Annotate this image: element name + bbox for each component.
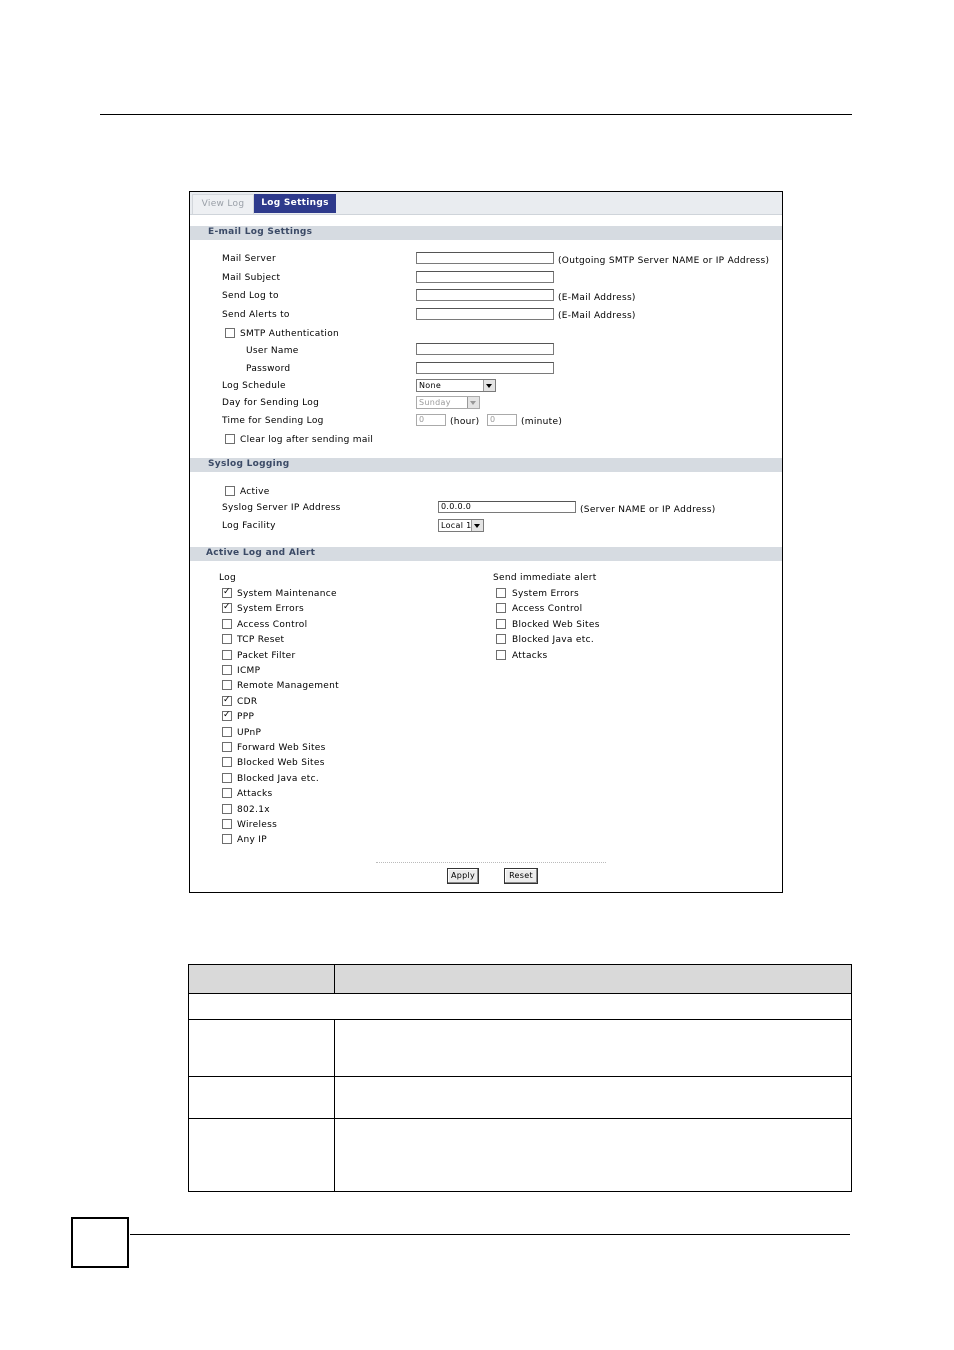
table-rule <box>189 993 851 994</box>
email-section-title: E-mail Log Settings <box>208 227 313 237</box>
log-item-label: CDR <box>237 696 258 707</box>
mail-server-label: Mail Server <box>222 254 276 264</box>
log-item-label: Packet Filter <box>237 650 296 661</box>
log-item-checkbox[interactable] <box>222 665 232 675</box>
day-for-sending-select[interactable] <box>416 396 480 409</box>
active-log-section-header <box>190 547 782 561</box>
tab-log-settings[interactable]: Log Settings <box>254 194 336 213</box>
chevron-down-icon <box>467 397 479 408</box>
log-item-label: Attacks <box>237 789 273 800</box>
log-item-checkbox[interactable] <box>222 603 232 613</box>
table-col-divider <box>334 965 335 993</box>
table-rule <box>189 1118 851 1119</box>
log-item-label: System Maintenance <box>237 589 337 599</box>
password-input[interactable] <box>416 362 554 374</box>
log-item-label: Wireless <box>237 820 278 830</box>
send-log-to-label: Send Log to <box>222 291 279 301</box>
minute-unit: (minute) <box>521 417 563 427</box>
alert-item-checkbox[interactable] <box>496 603 506 613</box>
log-item-label: 802.1x <box>237 804 270 815</box>
header-rule <box>100 114 852 115</box>
syslog-active-checkbox[interactable] <box>225 486 235 496</box>
clear-log-checkbox[interactable] <box>225 434 235 444</box>
divider <box>376 862 606 863</box>
log-schedule-select[interactable] <box>416 379 496 392</box>
log-item-label: Blocked Web Sites <box>237 758 325 769</box>
log-item-checkbox[interactable] <box>222 757 232 767</box>
alert-item-label: Access Control <box>512 604 583 615</box>
log-schedule-label: Log Schedule <box>222 381 286 391</box>
log-item-label: Any IP <box>237 835 267 846</box>
log-item-checkbox[interactable] <box>222 742 232 752</box>
table-col-divider <box>334 1019 335 1191</box>
log-schedule-value: None <box>419 381 442 390</box>
tab-view-log[interactable]: View Log <box>192 194 254 214</box>
log-item-label: ICMP <box>237 666 261 676</box>
log-item-checkbox[interactable] <box>222 804 232 814</box>
time-for-sending-label: Time for Sending Log <box>222 416 324 426</box>
syslog-section-header <box>190 458 782 472</box>
table-rule <box>189 1019 851 1020</box>
log-item-label: Blocked Java etc. <box>237 773 319 784</box>
user-name-input[interactable] <box>416 343 554 355</box>
log-item-checkbox[interactable] <box>222 634 232 644</box>
alert-item-checkbox[interactable] <box>496 588 506 598</box>
alert-item-label: Attacks <box>512 650 548 661</box>
log-item-checkbox[interactable] <box>222 650 232 660</box>
send-alerts-to-hint: (E-Mail Address) <box>558 311 636 321</box>
syslog-section-title: Syslog Logging <box>208 459 290 469</box>
chevron-down-icon <box>471 520 483 531</box>
email-section-header <box>190 226 782 240</box>
log-item-label: TCP Reset <box>237 635 285 646</box>
page-number-box <box>71 1217 129 1268</box>
alert-item-checkbox[interactable] <box>496 650 506 660</box>
hour-unit: (hour) <box>450 417 480 427</box>
mail-subject-input[interactable] <box>416 271 554 283</box>
minute-input[interactable]: 0 <box>487 414 517 426</box>
smtp-auth-label: SMTP Authentication <box>240 329 340 339</box>
log-item-label: Access Control <box>237 619 308 630</box>
mail-server-hint: (Outgoing SMTP Server NAME or IP Address) <box>558 256 770 266</box>
send-log-to-input[interactable] <box>416 289 554 301</box>
password-label: Password <box>246 364 291 374</box>
send-log-to-hint: (E-Mail Address) <box>558 293 636 303</box>
log-settings-screen <box>189 191 783 893</box>
alert-item-label: Blocked Web Sites <box>512 619 600 630</box>
log-item-checkbox[interactable] <box>222 788 232 798</box>
log-item-checkbox[interactable] <box>222 727 232 737</box>
syslog-server-input[interactable]: 0.0.0.0 <box>438 501 576 513</box>
mail-subject-label: Mail Subject <box>222 273 281 283</box>
log-item-checkbox[interactable] <box>222 819 232 829</box>
alert-item-checkbox[interactable] <box>496 619 506 629</box>
user-name-label: User Name <box>246 346 299 356</box>
table-rule <box>189 1076 851 1077</box>
day-for-sending-value: Sunday <box>419 398 451 407</box>
log-item-checkbox[interactable] <box>222 588 232 598</box>
alert-item-label: System Errors <box>512 589 579 599</box>
log-item-checkbox[interactable] <box>222 773 232 783</box>
log-facility-select[interactable] <box>438 519 484 532</box>
log-item-checkbox[interactable] <box>222 711 232 721</box>
description-table <box>188 964 852 1192</box>
syslog-active-label: Active <box>240 487 270 497</box>
log-item-label: PPP <box>237 712 255 723</box>
log-item-label: Remote Management <box>237 681 339 692</box>
log-item-label: UPnP <box>237 727 262 738</box>
log-item-checkbox[interactable] <box>222 834 232 844</box>
log-item-checkbox[interactable] <box>222 696 232 706</box>
reset-button[interactable]: Reset <box>504 868 538 884</box>
log-item-label: Forward Web Sites <box>237 743 326 753</box>
clear-log-label: Clear log after sending mail <box>240 435 374 445</box>
smtp-auth-checkbox[interactable] <box>225 328 235 338</box>
log-item-label: System Errors <box>237 604 304 615</box>
log-facility-label: Log Facility <box>222 521 276 531</box>
alert-item-label: Blocked Java etc. <box>512 635 594 646</box>
send-alerts-to-input[interactable] <box>416 308 554 320</box>
log-item-checkbox[interactable] <box>222 619 232 629</box>
apply-button[interactable]: Apply <box>447 868 479 884</box>
chevron-down-icon <box>483 380 495 391</box>
mail-server-input[interactable] <box>416 252 554 264</box>
footer-rule <box>130 1234 850 1235</box>
log-column-header: Log <box>219 573 236 583</box>
alert-column-header: Send immediate alert <box>493 573 597 583</box>
table-header-row <box>189 965 851 993</box>
alert-item-checkbox[interactable] <box>496 634 506 644</box>
tab-bar <box>190 192 782 215</box>
syslog-server-hint: (Server NAME or IP Address) <box>580 505 716 515</box>
send-alerts-to-label: Send Alerts to <box>222 310 290 320</box>
day-for-sending-label: Day for Sending Log <box>222 398 320 408</box>
log-item-checkbox[interactable] <box>222 680 232 690</box>
active-log-section-title: Active Log and Alert <box>206 548 316 558</box>
log-facility-value: Local 1 <box>441 521 472 530</box>
syslog-server-label: Syslog Server IP Address <box>222 503 341 513</box>
hour-input[interactable]: 0 <box>416 414 446 426</box>
